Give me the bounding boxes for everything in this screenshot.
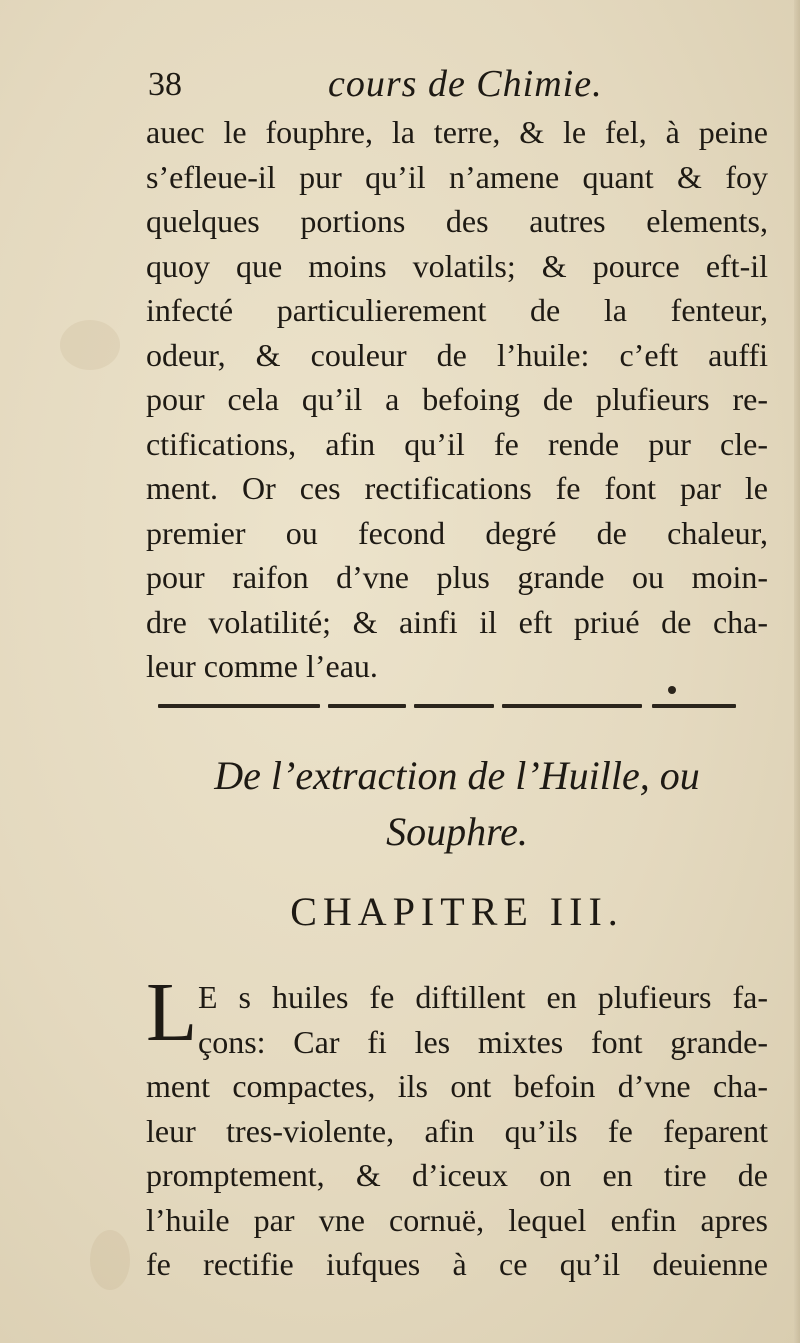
text-line: ment. Or ces rectifications fe font par le	[146, 470, 768, 506]
text-line: pour raifon d’vne plus grande ou moin-	[146, 559, 768, 595]
section-title-line: Souphre.	[386, 809, 528, 854]
text-line: leur comme l’eau.	[146, 648, 378, 684]
text-line: premier ou fecond degré de chaleur,	[146, 514, 768, 551]
text-line: çons: Car fi les mixtes font grande-	[198, 1023, 768, 1060]
text-line: quelques portions des autres elements,	[146, 203, 768, 239]
text-line: auec le fouphre, la terre, & le fel, à peine	[146, 114, 768, 150]
dropcap-block	[146, 966, 768, 1064]
divider-rule	[328, 704, 406, 708]
page-header	[148, 60, 768, 110]
ornament-dot	[668, 686, 676, 694]
text-line: infecté particulierement de la fenteur,	[146, 292, 768, 328]
text-line: quoy que moins volatils; & pource eft-il	[146, 247, 768, 284]
divider-rule	[414, 704, 494, 708]
paper-stain	[90, 1230, 130, 1290]
paragraph-1	[146, 110, 768, 689]
section-title-line: De l’extraction de l’Huille, ou	[214, 753, 700, 798]
running-head: cours de Chimie.	[328, 63, 603, 105]
text-line: fe rectifie iufques à ce qu’il deuienne	[146, 1246, 768, 1282]
text-line: s’efleue-il pur qu’il n’amene quant & foy	[146, 158, 768, 195]
text-line: ment compactes, ils ont befoin d’vne cha-	[146, 1068, 768, 1104]
text-line: leur tres-violente, afin qu’ils fe feparent	[146, 1112, 768, 1149]
text-line: ctifications, afin qu’il fe rende pur cle-	[146, 425, 768, 462]
text-line: dre volatilité; & ainfi il eft priué de cha-	[146, 603, 768, 640]
paper-stain	[60, 320, 120, 370]
divider-rule	[158, 704, 320, 708]
section-divider	[158, 700, 736, 712]
page-number: 38	[148, 66, 182, 103]
text-line: odeur, & couleur de l’huile: c’eft auffi	[146, 336, 768, 373]
text-line: promptement, & d’iceux on en tire de	[146, 1157, 768, 1193]
drop-cap: L	[146, 966, 198, 1059]
section-title	[146, 748, 768, 860]
divider-rule	[502, 704, 642, 708]
chapter-heading: CHAPITRE III.	[290, 889, 624, 934]
chapter-paragraph	[146, 966, 768, 1287]
dropcap-lines	[198, 975, 768, 1064]
text-line: E s huiles fe diftillent en plufieurs fa-	[198, 979, 768, 1015]
page-edge	[794, 0, 800, 1343]
text-line: l’huile par vne cornuë, lequel enfin apres	[146, 1201, 768, 1238]
text-line: pour cela qu’il a befoing de plufieurs re-	[146, 381, 768, 417]
divider-rule	[652, 704, 736, 708]
